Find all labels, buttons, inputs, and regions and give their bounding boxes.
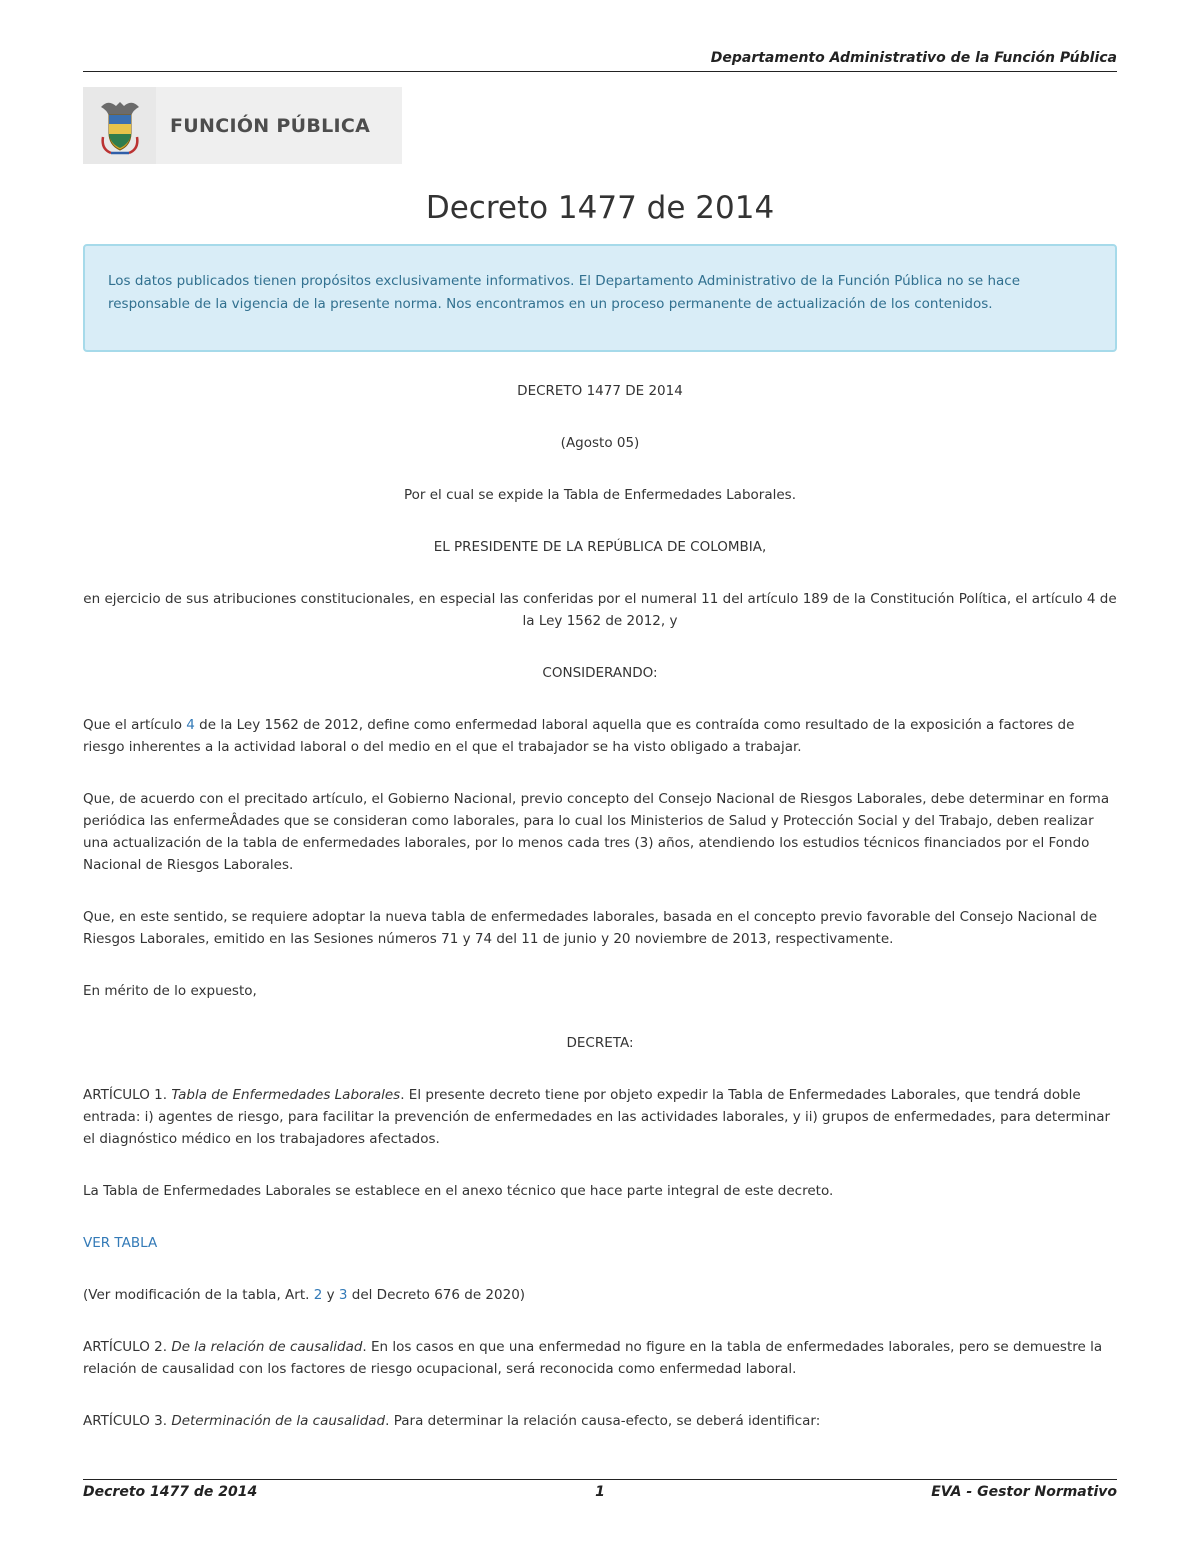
article-2 [83,1336,1117,1380]
considerando-heading: CONSIDERANDO: [542,665,658,681]
note-text: (Ver modificación de la tabla, Art. [83,1287,314,1303]
article-title: Determinación de la causalidad [171,1413,386,1429]
document-title: Decreto 1477 de 2014 [425,190,775,226]
decree-subject: Por el cual se expide la Tabla de Enfermedades Laborales. [403,487,796,503]
logo-text: FUNCIÓN PÚBLICA [170,114,371,137]
article-text: . Para determinar la relación causa-efecto, se deberá identificar: [385,1413,821,1429]
decree-date: (Agosto 05) [560,435,640,451]
article-title: De la relación de causalidad [171,1339,363,1355]
article-label: ARTÍCULO 2. [83,1339,172,1355]
article-text: . En los casos en que una enfermedad no figure en la tabla de enfermedades laborales, pero se demuestre la relación de causalidad con los factores de riesgo ocupacional, será reconocida como enfermedad laboral. [83,1339,1103,1377]
ver-tabla-link[interactable]: VER TABLA [83,1235,158,1251]
merito-paragraph: En mérito de lo expuesto, [83,983,257,999]
considerando-paragraph-2: Que, de acuerdo con el precitado artículo, el Gobierno Nacional, previo concepto del Consejo Nacional de Riesgos Laborales, debe determinar en forma periódica las enfermeÂdades que se consideran como laborales, para lo cual los Ministerios de Salud y Protección Social y del Trabajo, deben realizar una actualización de la tabla de enfermedades laborales, por lo menos cada tres (3) años, atendiendo los estudios técnicos financiados por el Fondo Nacional de Riesgos Laborales. [83,791,1110,873]
article-1 [83,1084,1117,1150]
footer-divider [83,1479,1117,1480]
decree-body [83,380,1117,1432]
article-title: Tabla de Enfermedades Laborales [171,1087,401,1103]
colombia-coat-of-arms-icon [83,87,156,164]
decreta-heading: DECRETA: [566,1035,634,1051]
header-divider [83,71,1117,72]
note-text: del Decreto 676 de 2020) [347,1287,526,1303]
considerando-paragraph-1 [83,714,1117,758]
considerando-paragraph-3: Que, en este sentido, se requiere adoptar la nueva tabla de enfermedades laborales, basada en el concepto previo favorable del Consejo Nacional de Riesgos Laborales, emitido en las Sesiones números 71 y 74 del 11 de junio y 20 noviembre de 2013, respectivamente. [83,909,1098,947]
footer-system-name: EVA - Gestor Normativo [931,1484,1117,1500]
footer-document-name: Decreto 1477 de 2014 [83,1484,258,1500]
article-label: ARTÍCULO 1. [83,1087,172,1103]
funcion-publica-logo [83,87,402,164]
article-1-paragraph-2: La Tabla de Enfermedades Laborales se establece en el anexo técnico que hace parte integral de este decreto. [83,1183,834,1199]
article-label: ARTÍCULO 3. [83,1413,172,1429]
page-header-org: Departamento Administrativo de la Función Pública [710,50,1117,66]
decree-heading: DECRETO 1477 DE 2014 [517,383,683,399]
page-footer [83,1484,1117,1504]
note-text: y [322,1287,339,1303]
paragraph-text: de la Ley 1562 de 2012, define como enfermedad laboral aquella que es contraída como resultado de la exposición a factores de riesgo inherentes a la actividad laboral o del medio en el que el trabajador se ha visto obligado a trabajar. [83,717,1075,755]
footer-page-number: 1 [595,1484,605,1500]
decree-powers: en ejercicio de sus atribuciones constitucionales, en especial las conferidas por el numeral 11 del artículo 189 de la Constitución Política, el artículo 4 de la Ley 1562 de 2012, y [83,591,1117,629]
modification-note [83,1284,1117,1306]
paragraph-text: Que el artículo [83,717,187,733]
article-text: . El presente decreto tiene por objeto expedir la Tabla de Enfermedades Laborales, que tendrá doble entrada: i) agentes de riesgo, para facilitar la prevención de enfermedades en las actividades laborales, y ii) grupos de enfermedades, para determinar el diagnóstico médico en los trabajadores afectados. [83,1087,1111,1147]
article-4-link[interactable]: 4 [186,717,195,733]
article-3 [83,1410,1117,1432]
disclaimer-alert: Los datos publicados tienen propósitos exclusivamente informativos. El Departamento Administrativo de la Función Pública no se hace responsable de la vigencia de la presente norma. Nos encontramos en un proceso permanente de actualización de los contenidos. [83,244,1117,352]
decree-authority: EL PRESIDENTE DE LA REPÚBLICA DE COLOMBIA, [433,539,767,555]
article-2-link[interactable]: 2 [313,1287,323,1303]
article-3-link[interactable]: 3 [338,1287,348,1303]
